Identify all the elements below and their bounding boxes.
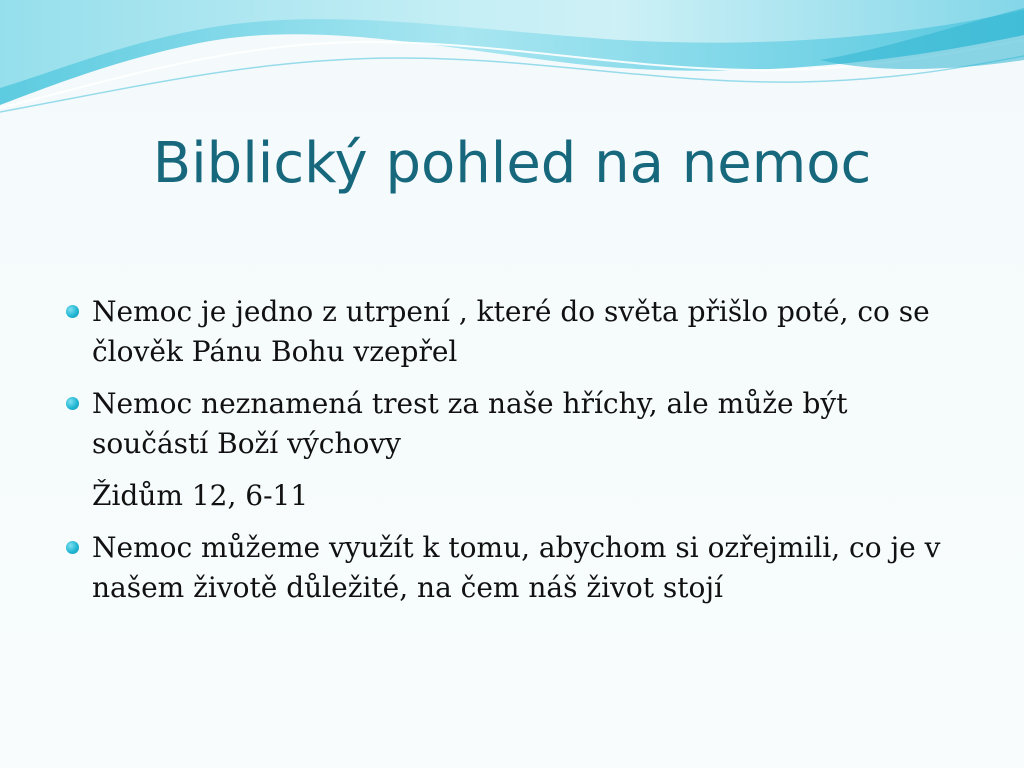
slide-title: Biblický pohled na nemoc [152,131,872,196]
bullet-item [62,292,962,372]
bullet-dot-icon [66,397,79,410]
bullet-text: Nemoc můžeme využít k tomu, abychom si ozřejmili, co je v našem životě důležité, na čem náš život stojí [92,531,941,604]
scripture-reference: Židům 12, 6-11 [92,479,309,512]
bullet-dot-icon [66,305,79,318]
decorative-wave-header [0,0,1024,130]
bullet-dot-icon [66,541,79,554]
content-list [62,292,962,620]
bullet-text: Nemoc neznamená trest za naše hříchy, ale může být součástí Boží výchovy [92,387,848,460]
bullet-text: Nemoc je jedno z utrpení , které do světa přišlo poté, co se člověk Pánu Bohu vzepřel [92,295,930,368]
bullet-item [62,384,962,464]
bullet-item [62,528,962,608]
